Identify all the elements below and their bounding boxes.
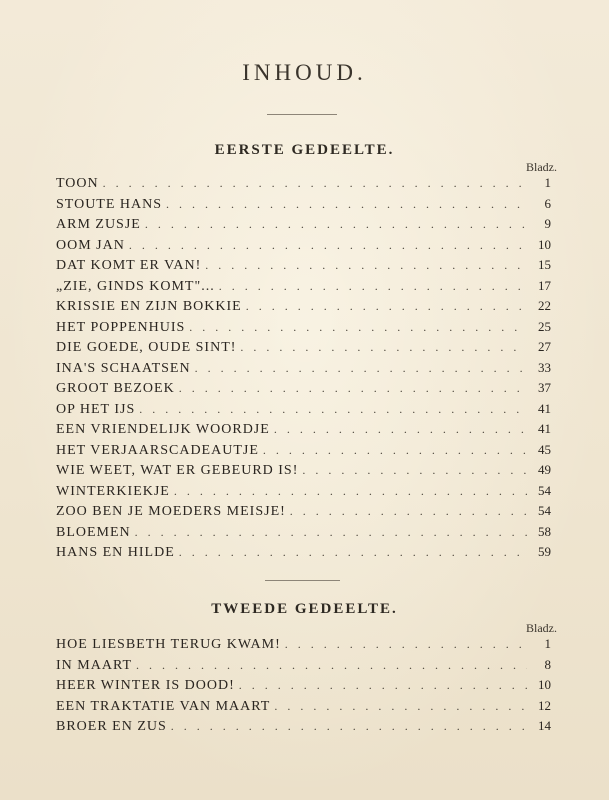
toc-entry: [56, 358, 551, 379]
toc-entry: [56, 655, 551, 676]
toc-entry: [56, 419, 551, 440]
toc-entry-page-number: 1: [544, 175, 551, 190]
toc-entry: [56, 317, 551, 338]
toc-entry: [56, 214, 551, 235]
dot-leader: [179, 378, 527, 399]
dot-leader: [246, 296, 527, 317]
dot-leader: [179, 542, 527, 563]
toc-entry-title: DAT KOMT ER VAN!: [56, 258, 202, 273]
dot-leader: [285, 634, 527, 655]
dot-leader: [139, 399, 527, 420]
dot-leader: [290, 501, 527, 522]
toc-entry: [56, 501, 551, 522]
toc-entry-title: OOM JAN: [56, 237, 125, 253]
toc-entry-title: DIE GOEDE, OUDE SINT!: [56, 340, 237, 355]
toc-entry-page-number: 10: [538, 236, 551, 252]
toc-entry-page-number: 6: [544, 195, 551, 211]
toc-entry-page-number: 9: [544, 216, 551, 231]
toc-entry-page-number: 17: [538, 277, 551, 293]
toc-entry-title: HANS EN HILDE: [56, 545, 175, 560]
toc-entry-page-number: 37: [538, 380, 551, 395]
toc-entry-page-number: 10: [538, 677, 551, 692]
toc-entry: [56, 460, 551, 481]
toc-entry: [56, 440, 551, 461]
dot-leader: [274, 419, 527, 440]
toc-entry: [56, 481, 551, 502]
dot-leader: [136, 655, 527, 676]
toc-list-part-1: [56, 173, 551, 563]
dot-leader: [263, 440, 527, 461]
dot-leader: [166, 194, 527, 215]
toc-entry-page-number: 33: [538, 359, 551, 375]
toc-entry: [56, 194, 551, 215]
dot-leader: [195, 358, 527, 379]
page-title: INHOUD.: [242, 60, 367, 85]
toc-entry-page-number: 12: [538, 697, 551, 713]
toc-entry-title: HEER WINTER IS DOOD!: [56, 678, 235, 693]
dot-leader: [240, 337, 527, 358]
title-divider: [267, 114, 337, 115]
toc-entry-page-number: 54: [538, 503, 551, 518]
dot-leader: [205, 255, 527, 276]
toc-entry-title: GROOT BEZOEK: [56, 381, 175, 396]
toc-entry: [56, 399, 551, 420]
dot-leader: [189, 317, 527, 338]
toc-entry-title: ARM ZUSJE: [56, 217, 141, 232]
toc-entry-title: WINTERKIEKJE: [56, 483, 170, 499]
toc-entry-title: HET POPPENHUIS: [56, 319, 186, 335]
toc-entry-page-number: 8: [544, 656, 551, 672]
toc-entry-title: EEN VRIENDELIJK WOORDJE: [56, 422, 270, 437]
toc-entry-title: ZOO BEN JE MOEDERS MEISJE!: [56, 504, 286, 519]
toc-entry-title: OP HET IJS: [56, 401, 136, 417]
toc-entry-page-number: 41: [538, 421, 551, 436]
dot-leader: [171, 716, 527, 737]
dot-leader: [219, 276, 527, 297]
toc-entry-title: TOON: [56, 176, 99, 191]
toc-entry-title: WIE WEET, WAT ER GEBEURD IS!: [56, 463, 299, 478]
toc-entry-page-number: 49: [538, 462, 551, 477]
toc-entry-title: HET VERJAARSCADEAUTJE: [56, 442, 259, 458]
dot-leader: [239, 675, 527, 696]
toc-entry-page-number: 14: [538, 718, 551, 733]
toc-entry-page-number: 27: [538, 339, 551, 354]
toc-entry-title: HOE LIESBETH TERUG KWAM!: [56, 637, 281, 652]
toc-entry-title: BROER EN ZUS: [56, 719, 167, 734]
toc-entry-page-number: 22: [538, 298, 551, 313]
toc-entry-page-number: 1: [544, 636, 551, 651]
toc-entry-page-number: 58: [538, 523, 551, 539]
toc-entry: [56, 634, 551, 655]
toc-entry-page-number: 59: [538, 544, 551, 559]
section-divider: [265, 580, 340, 581]
toc-entry-title: STOUTE HANS: [56, 196, 163, 212]
page-column-label-part-1: Bladz.: [526, 160, 557, 174]
dot-leader: [302, 460, 527, 481]
toc-entry-page-number: 25: [538, 318, 551, 334]
dot-leader: [129, 235, 527, 256]
toc-entry: [56, 173, 551, 194]
toc-entry-title: „ZIE, GINDS KOMT"...: [56, 278, 215, 294]
toc-entry-title: IN MAART: [56, 657, 132, 673]
toc-entry-page-number: 15: [538, 257, 551, 272]
toc-entry-title: BLOEMEN: [56, 524, 131, 540]
toc-entry-page-number: 45: [538, 441, 551, 457]
dot-leader: [145, 214, 527, 235]
toc-entry: [56, 716, 551, 737]
dot-leader: [274, 696, 527, 717]
toc-entry: [56, 296, 551, 317]
toc-entry-title: EEN TRAKTATIE VAN MAART: [56, 698, 271, 714]
toc-entry: [56, 675, 551, 696]
dot-leader: [103, 173, 527, 194]
toc-entry: [56, 522, 551, 543]
toc-entry: [56, 276, 551, 297]
toc-list-part-2: [56, 634, 551, 737]
toc-entry: [56, 235, 551, 256]
section-heading-part-2: TWEEDE GEDEELTE.: [211, 601, 398, 617]
toc-entry: [56, 337, 551, 358]
toc-entry: [56, 378, 551, 399]
section-heading-part-1: EERSTE GEDEELTE.: [214, 142, 395, 158]
dot-leader: [135, 522, 527, 543]
toc-entry: [56, 255, 551, 276]
toc-entry: [56, 542, 551, 563]
dot-leader: [174, 481, 527, 502]
toc-entry-title: KRISSIE EN ZIJN BOKKIE: [56, 299, 242, 314]
toc-entry-title: INA'S SCHAATSEN: [56, 360, 191, 376]
toc-entry-page-number: 41: [538, 400, 551, 416]
page-column-label-part-2: Bladz.: [526, 621, 557, 635]
toc-entry: [56, 696, 551, 717]
toc-entry-page-number: 54: [538, 482, 551, 498]
